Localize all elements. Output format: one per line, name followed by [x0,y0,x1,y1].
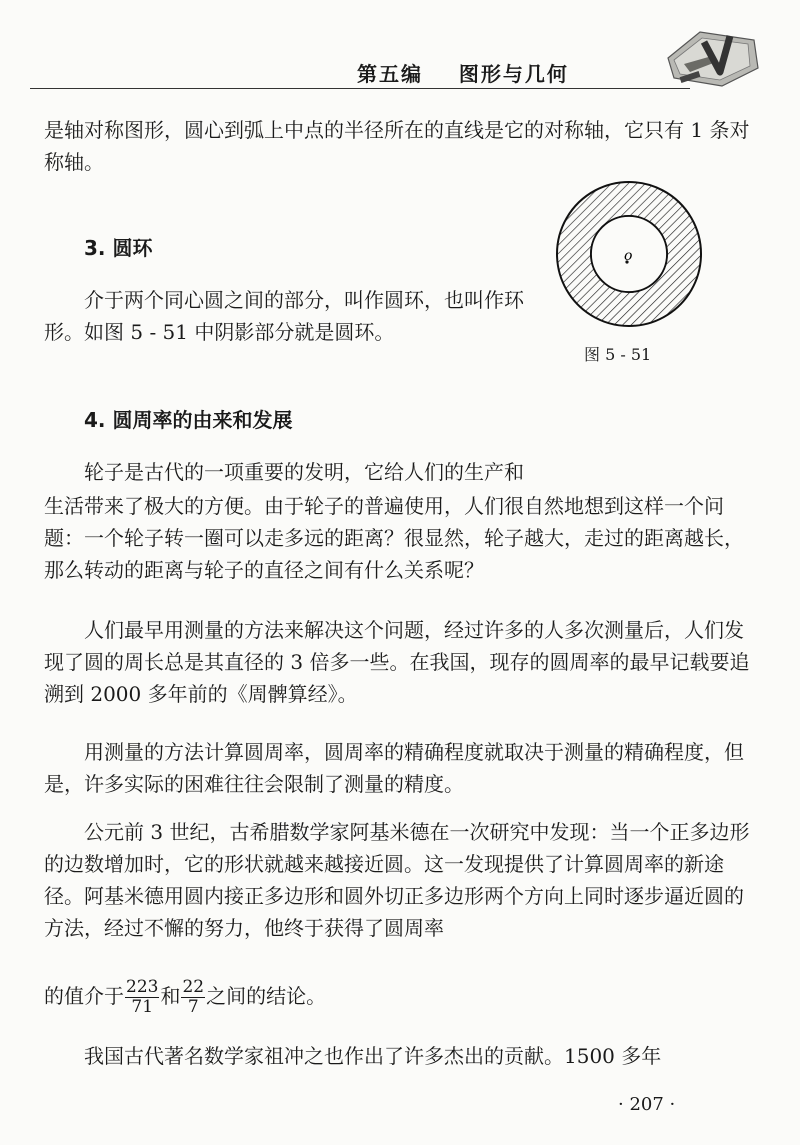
paragraph-wheel-question: 生活带来了极大的方便。由于轮子的普遍使用，人们很自然地想到这样一个问题：一个轮子转一圈可以走多远的距离？很显然，轮子越大，走过的距离越长，那么转动的距离与轮子的直径之间有什么关系呢？ [44,494,744,582]
page-number: · 207 · [618,1094,676,1115]
pi-bounds-text-before: 的值介于 [44,984,124,1008]
paragraph-axis-symmetry: 是轴对称图形，圆心到弧上中点的半径所在的直线是它的对称轴，它只有 1 条对称轴。 [44,118,750,174]
fraction-numerator: 22 [182,977,205,997]
paragraph-measurement: 人们最早用测量的方法来解决这个问题，经过许多的人多次测量后，人们发现了圆的周长总是其直径的 3 倍多一些。在我国，现存的圆周率的最早记载要追溯到 2000 多年前的《周髀算经》。 [44,618,750,706]
pi-bounds-text-after: 之间的结论。 [206,984,327,1008]
section-heading-pi-history: 4. 圆周率的由来和发展 [84,408,293,432]
fraction-22-over-7 [181,978,205,1017]
section-heading-annulus: 3. 圆环 [84,236,153,260]
page-header [0,0,800,100]
fraction-denominator: 7 [187,997,199,1017]
header-rule [30,88,690,89]
paragraph-wheel-intro: 轮子是古代的一项重要的发明，它给人们的生产和 [84,460,524,484]
paragraph-archimedes: 公元前 3 世纪，古希腊数学家阿基米德在一次研究中发现：当一个正多边形的边数增加时，它的形状就越来越接近圆。这一发现提供了计算圆周率的新途径。阿基米德用圆内接正多边形和圆外切正多边形两个方向上同时逐步逼近圆的方法，经过不懈的努力，他终于获得了圆周率 [44,820,750,940]
center-label: o [624,248,633,264]
paragraph-precision: 用测量的方法计算圆周率，圆周率的精确程度就取决于测量的精确程度，但是，许多实际的困难往往会限制了测量的精度。 [44,740,744,796]
paragraph-annulus-definition: 介于两个同心圆之间的部分，叫作圆环，也叫作环形。如图 5 - 51 中阴影部分就是圆环。 [44,288,524,344]
paragraph-pi-bounds [44,972,756,1020]
pi-bounds-text-middle: 和 [160,984,181,1008]
figure-caption: 图 5 - 51 [584,345,652,364]
annulus-figure [555,180,703,328]
fraction-numerator: 223 [126,977,159,997]
paragraph-zu-chongzhi: 我国古代著名数学家祖冲之也作出了许多杰出的贡献。1500 多年 [84,1044,662,1068]
fraction-223-over-71 [125,978,159,1017]
fraction-denominator: 71 [131,997,154,1017]
chapter-title: 第五编 图形与几何 [357,62,569,86]
ruler-pen-logo-icon [660,28,760,90]
